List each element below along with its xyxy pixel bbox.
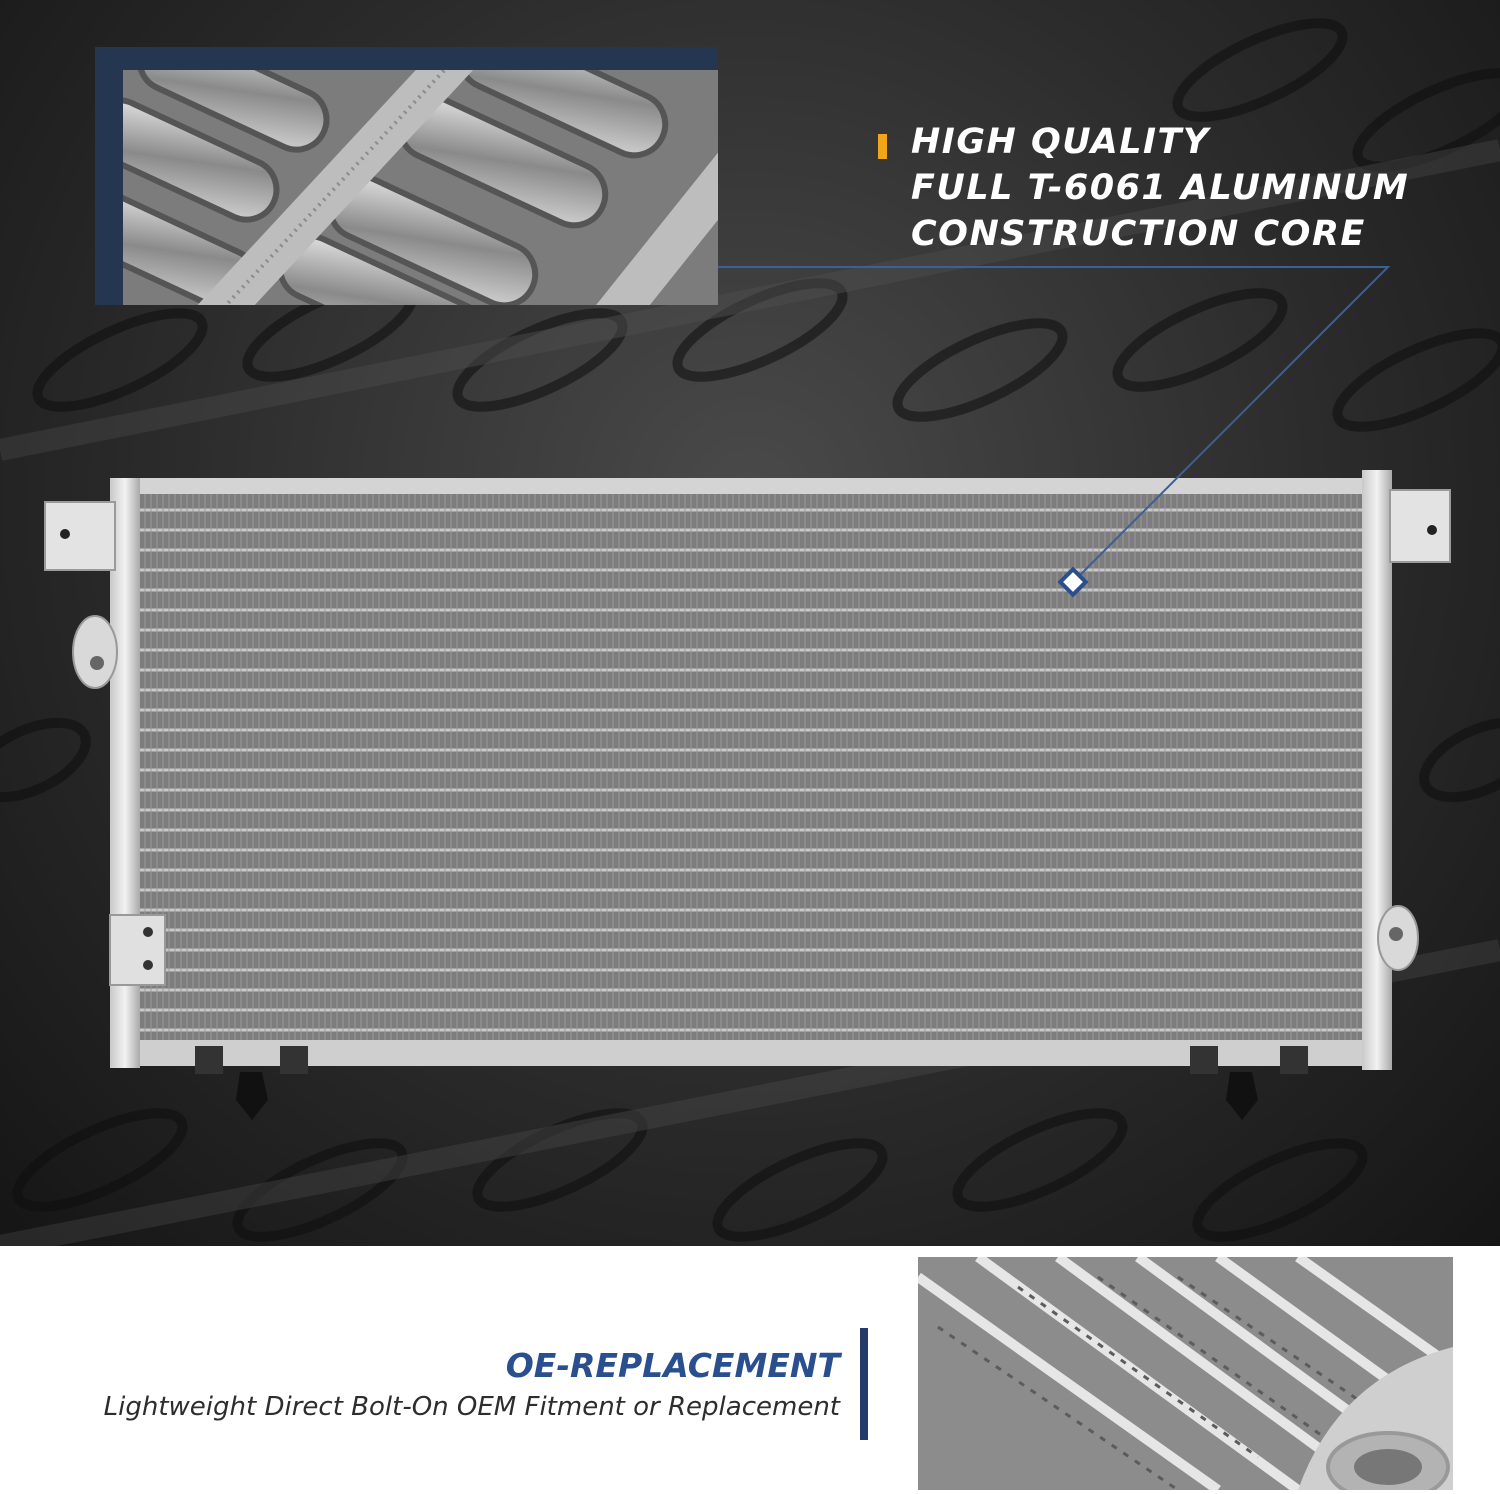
tube-closeup-image	[123, 70, 718, 305]
fin-closeup-image	[918, 1257, 1453, 1490]
headline-line-1: HIGH QUALITY	[911, 122, 1210, 162]
condenser-product-image	[40, 460, 1460, 1140]
footer-subtitle: Lightweight Direct Bolt-On OEM Fitment or Replacement	[103, 1392, 840, 1422]
accent-bar	[878, 134, 887, 159]
headline-line-2: FULL T-6061 ALUMINUM	[911, 168, 1410, 208]
footer-divider	[860, 1328, 868, 1440]
headline-line-3: CONSTRUCTION CORE	[911, 214, 1366, 254]
footer-title: OE-REPLACEMENT	[505, 1346, 840, 1385]
